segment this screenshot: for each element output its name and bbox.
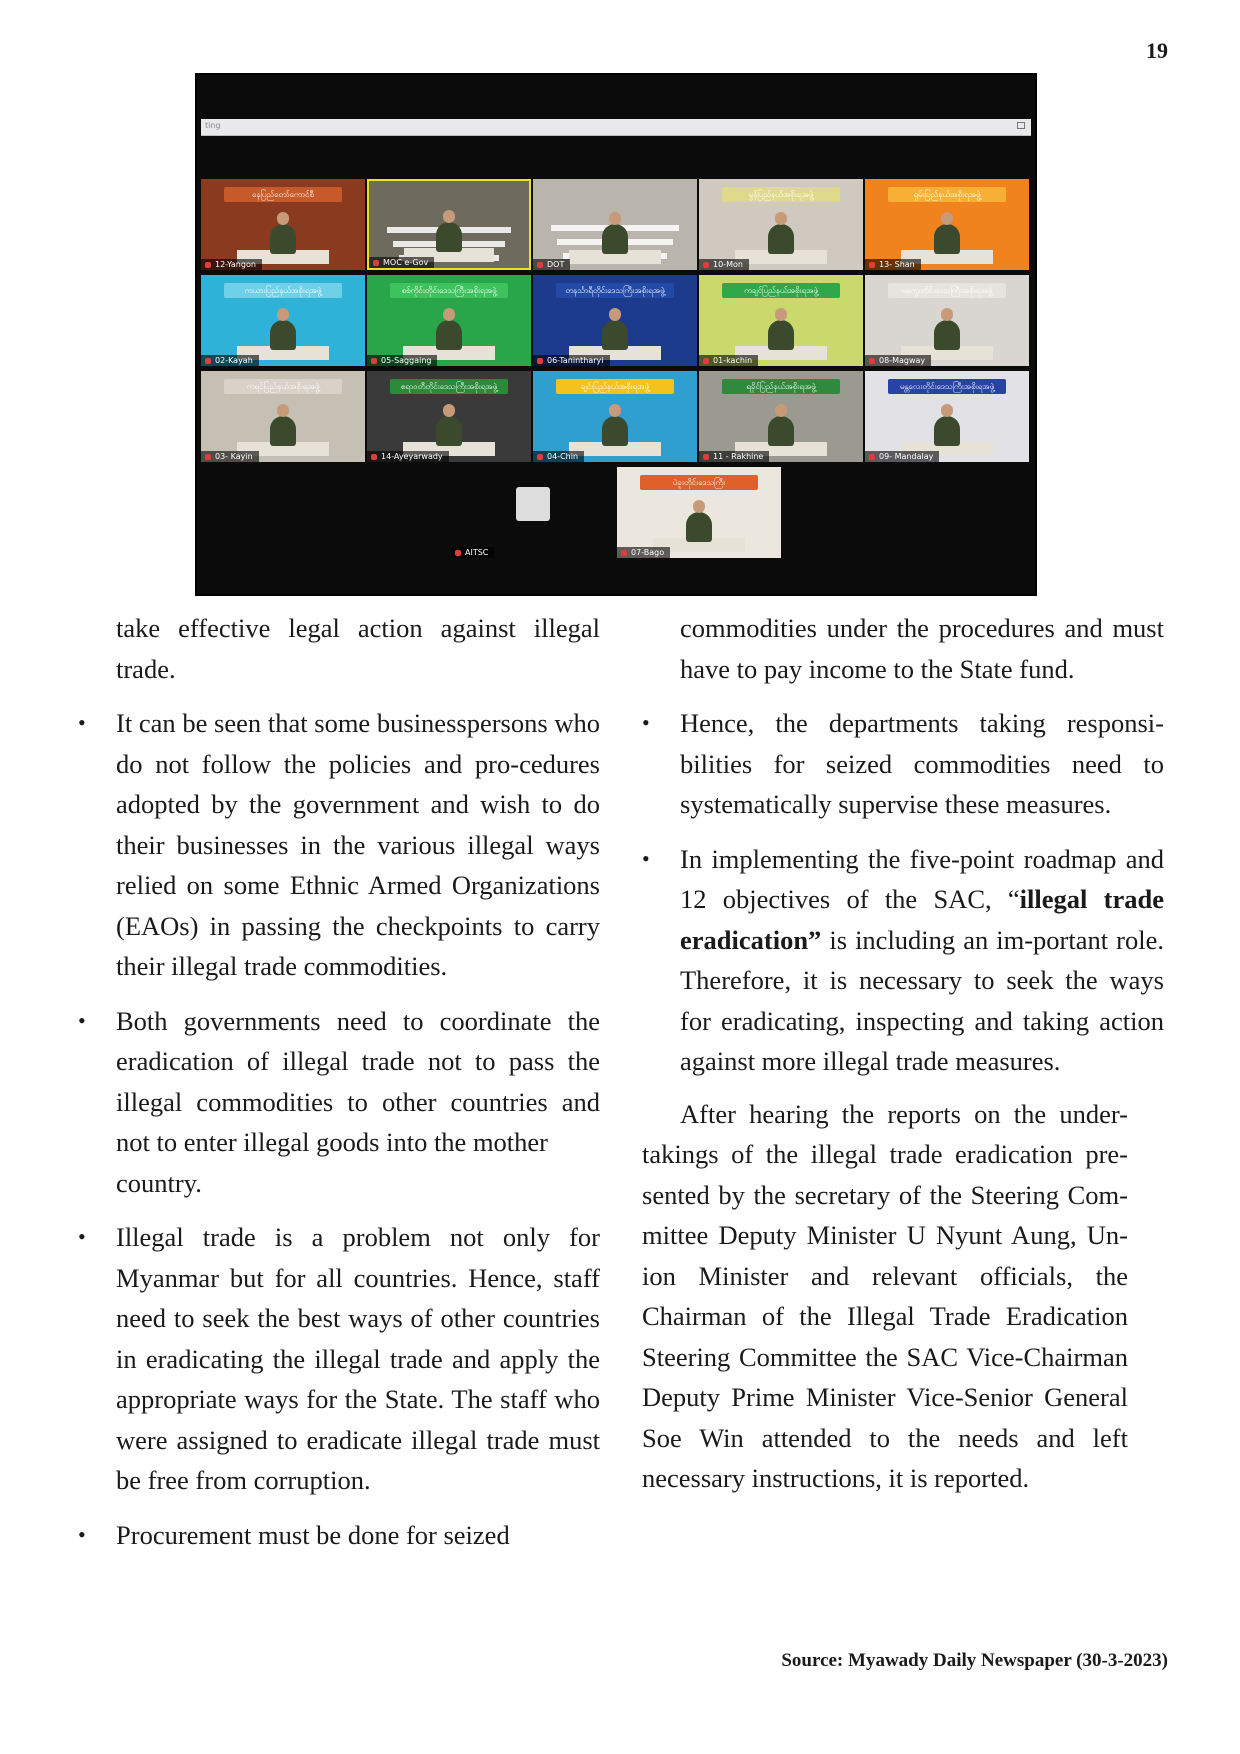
microphone-icon bbox=[205, 358, 211, 364]
tile-caption bbox=[367, 355, 437, 366]
list-item-tail: country. bbox=[116, 1167, 202, 1198]
microphone-icon bbox=[537, 358, 543, 364]
office-banner: ကယားပြည်နယ်အစိုးရအဖွဲ့ bbox=[224, 283, 342, 298]
tile-caption-text: 06-Tanintharyi bbox=[547, 356, 604, 365]
microphone-icon bbox=[205, 262, 211, 268]
tile-caption-text: AITSC bbox=[465, 548, 489, 557]
participant-figure bbox=[436, 222, 462, 252]
tile-caption-text: DOT bbox=[547, 260, 565, 269]
office-banner: စစ်ကိုင်းတိုင်းဒေသကြီးအစိုးရအဖွဲ့ bbox=[390, 283, 508, 298]
closing-paragraph: After hearing the reports on the under-takings of the illegal trade eradication pre-sented by the secretary of the Steering Com-mittee Deputy Minister U Nyunt Aung, Un-ion Minister and relevant officials, the Chairman of the Illegal Trade Eradication Steering Committee the SAC Vice-Chairman Deputy Prime Minister Vice-Senior General Soe Win attended to the needs and left necessary instructions, it is reported. bbox=[642, 1098, 1128, 1493]
list-item: • Procurement must be done for seized bbox=[116, 1515, 600, 1556]
list-item: • It can be seen that some businesspersons who do not follow the policies and pro-cedures adopted by the government and wish to do their businesses in the various illegal ways relied on some Ethnic Armed Organizations (EAOs) in passing the checkpoints to carry their illegal trade commodities. bbox=[116, 703, 600, 987]
participant-figure bbox=[270, 224, 296, 254]
tile-caption bbox=[865, 451, 939, 462]
video-tile bbox=[367, 179, 531, 270]
list-item-text: is including an im-portant role. Therefore, it is necessary to seek the ways for eradicating, inspecting and taking action against more illegal trade measures. bbox=[680, 924, 1164, 1076]
tile-caption-text: 03- Kayin bbox=[215, 452, 253, 461]
microphone-icon bbox=[537, 454, 543, 460]
microphone-icon bbox=[455, 550, 461, 556]
right-bullet-list bbox=[642, 703, 1164, 1082]
video-tile bbox=[865, 179, 1029, 270]
video-tile bbox=[201, 275, 365, 366]
participant-figure bbox=[686, 512, 712, 542]
bold-phrase: illegal trade eradication” bbox=[680, 884, 1164, 955]
list-item: • Illegal trade is a problem not only for Myanmar but for all countries. Hence, staff need to seek the best ways of other countries in eradicating the illegal trade and apply the appropriate ways for the State. The staff who were assigned to eradicate illegal trade must be free from corruption. bbox=[116, 1217, 600, 1501]
tile-caption bbox=[201, 355, 259, 366]
tile-caption-text: 05-Saggaing bbox=[381, 356, 432, 365]
right-column bbox=[642, 608, 1164, 1499]
list-item: • Hence, the departments taking responsi-bilities for seized commodities need to systematically supervise these measures. bbox=[680, 703, 1164, 825]
video-tile bbox=[865, 371, 1029, 462]
participant-figure bbox=[270, 416, 296, 446]
participant-figure bbox=[934, 416, 960, 446]
video-tile bbox=[201, 371, 365, 462]
window-title-bar bbox=[201, 119, 1031, 136]
participant-figure bbox=[602, 224, 628, 254]
tile-caption bbox=[617, 547, 670, 558]
tile-caption bbox=[369, 257, 434, 268]
participant-figure bbox=[768, 224, 794, 254]
microphone-icon bbox=[373, 260, 379, 266]
microphone-icon bbox=[869, 262, 875, 268]
video-tile bbox=[201, 179, 365, 270]
left-bullet-list bbox=[116, 703, 600, 1555]
office-banner: ကရင်ပြည်နယ်အစိုးရအဖွဲ့ bbox=[224, 379, 342, 394]
tile-caption-text: MOC e-Gov bbox=[383, 258, 429, 267]
microphone-icon bbox=[869, 358, 875, 364]
participant-figure bbox=[602, 320, 628, 350]
app-label: ting bbox=[205, 121, 221, 130]
page-number: 19 bbox=[1146, 38, 1168, 63]
video-tile bbox=[699, 275, 863, 366]
list-item-text: In implementing the five-point roadmap and 12 objectives of the SAC, “ bbox=[680, 843, 1164, 914]
participant-figure bbox=[768, 320, 794, 350]
office-banner: မကွေးတိုင်းဒေသကြီးအစိုးရအဖွဲ့ bbox=[888, 283, 1006, 298]
tile-caption bbox=[865, 355, 931, 366]
list-item bbox=[680, 839, 1164, 1082]
tile-caption bbox=[699, 355, 758, 366]
participant-figure bbox=[934, 224, 960, 254]
left-column bbox=[116, 608, 600, 1555]
video-tile bbox=[617, 467, 781, 558]
video-tile bbox=[533, 371, 697, 462]
tile-caption bbox=[699, 259, 749, 270]
list-item bbox=[116, 1001, 600, 1204]
tile-caption bbox=[201, 259, 262, 270]
tile-caption-text: 10-Mon bbox=[713, 260, 743, 269]
tile-caption bbox=[699, 451, 769, 462]
video-tile bbox=[699, 179, 863, 270]
tile-caption-text: 07-Bago bbox=[631, 548, 665, 557]
microphone-icon bbox=[703, 358, 709, 364]
office-banner: ရှမ်းပြည်နယ်အစိုးရအဖွဲ့ bbox=[888, 187, 1006, 202]
tile-caption bbox=[533, 355, 610, 366]
tile-caption-text: 11 - Rakhine bbox=[713, 452, 764, 461]
video-tile bbox=[367, 275, 531, 366]
office-banner: ကချင်ပြည်နယ်အစိုးရအဖွဲ့ bbox=[722, 283, 840, 298]
office-banner: ပဲခူးတိုင်းဒေသကြီး bbox=[640, 475, 758, 490]
tile-caption bbox=[201, 451, 259, 462]
microphone-icon bbox=[703, 262, 709, 268]
microphone-icon bbox=[621, 550, 627, 556]
tile-caption bbox=[865, 259, 921, 270]
microphone-icon bbox=[205, 454, 211, 460]
video-tile bbox=[533, 275, 697, 366]
tile-caption bbox=[533, 259, 570, 270]
participant-placeholder-icon bbox=[516, 487, 550, 521]
tile-caption-text: 14-Ayeyarwady bbox=[381, 452, 443, 461]
source-credit: Source: Myawady Daily Newspaper (30-3-2023) bbox=[781, 1650, 1168, 1671]
office-banner: ဧရာဝတီတိုင်းဒေသကြီးအစိုးရအဖွဲ့ bbox=[390, 379, 508, 394]
office-banner: မွန်ပြည်နယ်အစိုးရအဖွဲ့ bbox=[722, 187, 840, 202]
right-lead-paragraph: commodities under the procedures and must have to pay income to the State fund. bbox=[680, 613, 1164, 684]
tile-caption-text: 01-kachin bbox=[713, 356, 753, 365]
tile-caption bbox=[451, 547, 494, 558]
tile-caption-text: 13- Shan bbox=[879, 260, 915, 269]
left-lead-paragraph: take effective legal action against illegal trade. bbox=[116, 613, 600, 684]
participant-figure bbox=[270, 320, 296, 350]
office-banner: မန္တလေးတိုင်းဒေသကြီးအစိုးရအဖွဲ့ bbox=[888, 379, 1006, 394]
microphone-icon bbox=[869, 454, 875, 460]
video-tile bbox=[367, 371, 531, 462]
list-item-text: Both governments need to coordinate the eradication of illegal trade not to pass the illegal commodities to other countries and not to enter illegal goods into the mother bbox=[116, 1005, 600, 1157]
video-tile bbox=[699, 371, 863, 462]
participant-figure bbox=[602, 416, 628, 446]
tile-caption-text: 09- Mandalay bbox=[879, 452, 934, 461]
tile-caption bbox=[533, 451, 584, 462]
video-tile bbox=[533, 179, 697, 270]
tile-caption-text: 04-Chin bbox=[547, 452, 579, 461]
tile-caption bbox=[367, 451, 449, 462]
microphone-icon bbox=[703, 454, 709, 460]
conference-photo bbox=[195, 73, 1037, 596]
microphone-icon bbox=[371, 358, 377, 364]
office-banner: ရခိုင်ပြည်နယ်အစိုးရအဖွဲ့ bbox=[722, 379, 840, 394]
microphone-icon bbox=[371, 454, 377, 460]
participant-figure bbox=[436, 416, 462, 446]
office-banner: နေပြည်တော်ကောင်စီ bbox=[224, 187, 342, 202]
participant-figure bbox=[768, 416, 794, 446]
tile-caption-text: 02-Kayah bbox=[215, 356, 253, 365]
participant-figure bbox=[934, 320, 960, 350]
tile-caption-text: 12-Yangon bbox=[215, 260, 256, 269]
tile-caption-text: 08-Magway bbox=[879, 356, 926, 365]
office-banner: တနင်္သာရီတိုင်းဒေသကြီးအစိုးရအဖွဲ့ bbox=[556, 283, 674, 298]
restore-window-icon bbox=[1017, 122, 1025, 129]
video-tile bbox=[451, 467, 615, 558]
office-banner: ချင်းပြည်နယ်အစိုးရအဖွဲ့ bbox=[556, 379, 674, 394]
video-tile bbox=[865, 275, 1029, 366]
microphone-icon bbox=[537, 262, 543, 268]
participant-figure bbox=[436, 320, 462, 350]
